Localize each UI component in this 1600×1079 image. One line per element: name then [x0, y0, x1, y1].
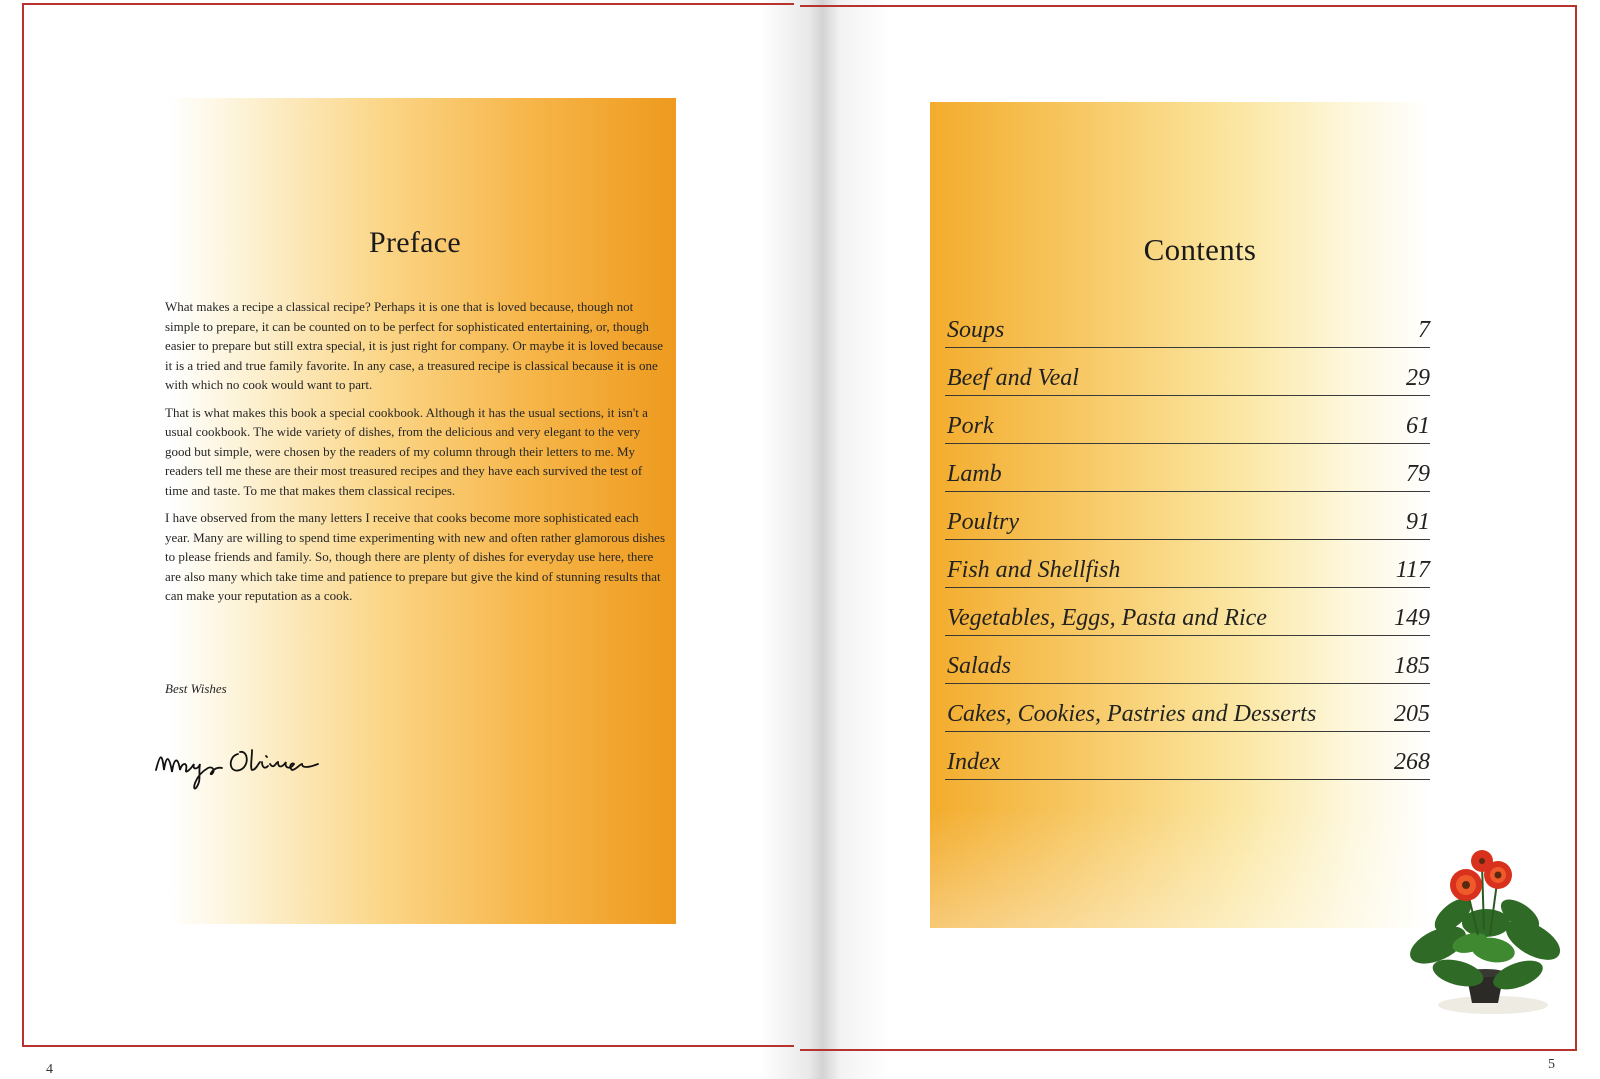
closing-line: Best Wishes — [165, 681, 227, 696]
toc-entry-beef-and-veal[interactable] — [945, 348, 1430, 396]
contents-title: Contents — [1143, 232, 1257, 267]
page-number-right: 5 — [1548, 1057, 1555, 1072]
toc-entry-fish-and-shellfish[interactable] — [945, 540, 1430, 588]
toc-entry-soups[interactable] — [945, 300, 1430, 348]
preface-paragraph: I have observed from the many letters I receive that cooks become more sophisticated each year. Many are willing to spend time experimenting with new and often rather glamorous dishes to please friends and family. So, though there are plenty of dishes for everyday use here, there are also many which take time and patience to prepare but give the kind of stunning results that can make your reputation as a cook. — [165, 510, 666, 603]
toc-entry-label: Beef and Veal — [947, 365, 1079, 391]
toc-entry-page: 268 — [1394, 749, 1430, 775]
toc-entry-page: 29 — [1406, 365, 1430, 391]
toc-entry-index[interactable] — [945, 732, 1430, 780]
toc-entry-page: 149 — [1394, 605, 1430, 631]
toc-entry-lamb[interactable] — [945, 444, 1430, 492]
preface-paragraph: What makes a recipe a classical recipe? Perhaps it is one that is loved because, though not simple to prepare, it can be counted on to be perfect for sophisticated entertaining, or, though easier to prepare but still extra special, it is just right for company. Or maybe it is loved because it is a tried and true family favorite. In any case, a treasured recipe is classical because it is one with which no cook would want to part. — [165, 299, 664, 392]
toc-entry-vegetables[interactable] — [945, 588, 1430, 636]
toc-entry-label: Salads — [947, 653, 1012, 679]
toc-entry-poultry[interactable] — [945, 492, 1430, 540]
page-number-left: 4 — [46, 1062, 53, 1077]
toc-entry-pork[interactable] — [945, 396, 1430, 444]
preface-body — [165, 297, 665, 614]
toc-entry-page: 61 — [1406, 413, 1430, 439]
toc-entry-page: 185 — [1394, 653, 1430, 679]
toc-entry-label: Poultry — [947, 509, 1019, 535]
toc-entry-page: 205 — [1394, 701, 1430, 727]
potted-flower-image — [1398, 845, 1568, 1020]
toc-entry-label: Soups — [947, 317, 1005, 343]
toc-entry-salads[interactable] — [945, 636, 1430, 684]
preface-paragraph: That is what makes this book a special cookbook. Although it has the usual sections, it isn't a usual cookbook. The wide variety of dishes, from the delicious and very elegant to the very good but simple, were chosen by the readers of my column through their letters to me. My readers tell me these are their most treasured recipes and they have each survived the test of time and taste. To me that makes them classical recipes. — [165, 404, 648, 498]
toc-entry-label: Cakes, Cookies, Pastries and Desserts — [947, 701, 1317, 727]
toc-entry-desserts[interactable] — [945, 684, 1430, 732]
toc-entry-page: 91 — [1406, 509, 1430, 535]
toc-entry-label: Lamb — [947, 461, 1002, 487]
table-of-contents — [945, 300, 1430, 780]
toc-entry-page: 79 — [1406, 461, 1430, 487]
signature — [152, 740, 322, 795]
toc-entry-label: Pork — [947, 413, 994, 439]
toc-entry-page: 117 — [1395, 557, 1430, 583]
preface-title: Preface — [368, 226, 462, 259]
toc-entry-label: Fish and Shellfish — [947, 557, 1121, 583]
toc-entry-label: Vegetables, Eggs, Pasta and Rice — [947, 605, 1267, 631]
toc-entry-page: 7 — [1418, 317, 1430, 343]
toc-entry-label: Index — [947, 749, 1001, 775]
